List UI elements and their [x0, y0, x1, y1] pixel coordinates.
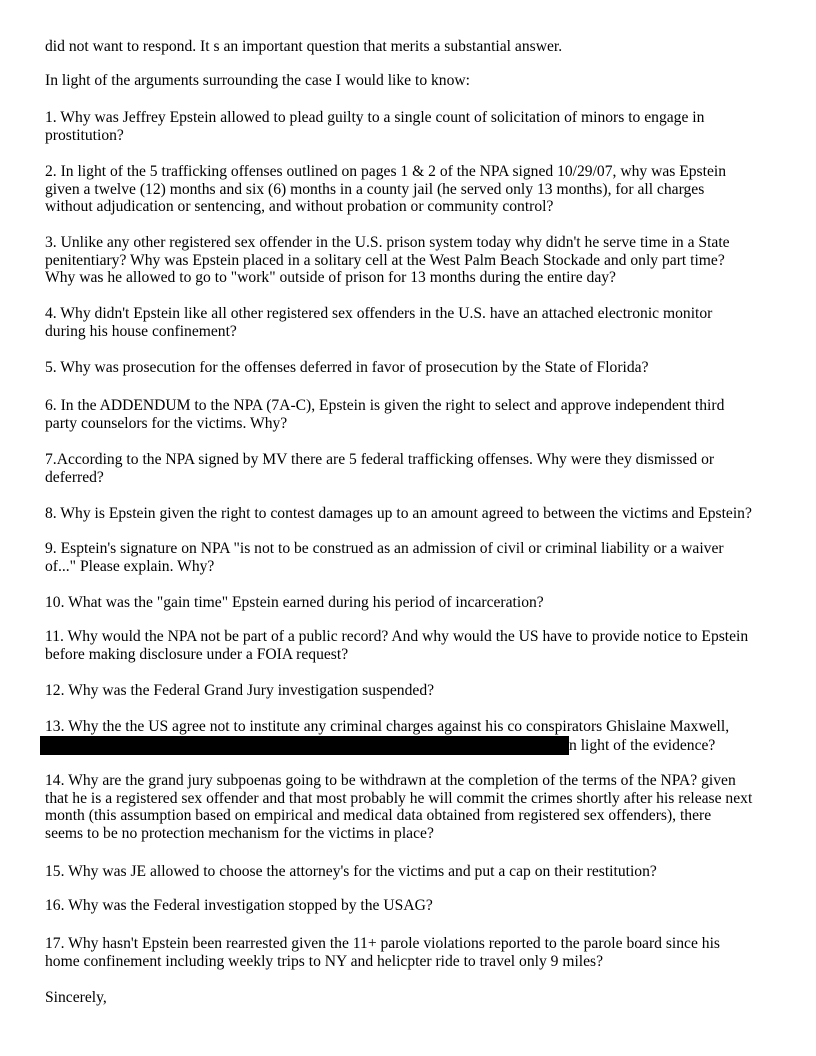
- line: 3. Unlike any other registered sex offender in the U.S. prison system today why didn't he serve time in a State: [45, 234, 730, 251]
- question-8: [45, 505, 752, 523]
- closing: [45, 989, 107, 1007]
- line: 1. Why was Jeffrey Epstein allowed to plead guilty to a single count of solicitation of minors to engage in: [45, 109, 705, 126]
- line: 9. Esptein's signature on NPA "is not to be construed as an admission of civil or criminal liability or a waiver: [45, 540, 724, 557]
- question-4: [45, 305, 712, 340]
- line: without adjudication or sentencing, and without probation or community control?: [45, 198, 554, 216]
- question-6: [45, 397, 724, 432]
- line: 14. Why are the grand jury subpoenas going to be withdrawn at the completion of the terms of the NPA? given: [45, 772, 736, 789]
- question-2: [45, 163, 726, 216]
- question-3: [45, 234, 730, 287]
- line: did not want to respond. It s an important question that merits a substantial answer.: [45, 38, 563, 55]
- line: In light of the arguments surrounding the case I would like to know:: [45, 72, 470, 89]
- line: 17. Why hasn't Epstein been rearrested given the 11+ parole violations reported to the parole board since his: [45, 935, 721, 952]
- line: 6. In the ADDENDUM to the NPA (7A-C), Epstein is given the right to select and approve independent third: [45, 397, 725, 414]
- question-13: [45, 718, 729, 736]
- line: 5. Why was prosecution for the offenses deferred in favor of prosecution by the State of Florida?: [45, 359, 649, 376]
- line: prostitution?: [45, 126, 124, 144]
- lead-in-paragraph: [45, 72, 470, 90]
- question-14: [45, 772, 752, 842]
- question-17: [45, 935, 720, 970]
- question-7: [45, 451, 714, 486]
- line: 12. Why was the Federal Grand Jury investigation suspended?: [45, 682, 435, 699]
- question-10: [45, 594, 544, 612]
- line: home confinement including weekly trips to NY and helicpter ride to travel only 9 miles?: [45, 952, 604, 970]
- question-9: [45, 540, 724, 575]
- question-11: [45, 628, 748, 663]
- line: 16. Why was the Federal investigation stopped by the USAG?: [45, 897, 433, 914]
- line: 7.According to the NPA signed by MV there are 5 federal trafficking offenses. Why were they dismissed or: [45, 451, 715, 468]
- redaction-box: [40, 736, 569, 755]
- question-16: [45, 897, 433, 915]
- line: party counselors for the victims. Why?: [45, 414, 288, 432]
- question-13-continuation: n light of the evidence?: [569, 737, 716, 754]
- line: seems to be no protection mechanism for the victims in place?: [45, 824, 434, 842]
- line: deferred?: [45, 468, 104, 486]
- line: penitentiary? Why was Epstein placed in a solitary cell at the West Palm Beach Stockade and only part time?: [45, 251, 725, 269]
- line: 15. Why was JE allowed to choose the attorney's for the victims and put a cap on their restitution?: [45, 863, 657, 880]
- line: 11. Why would the NPA not be part of a public record? And why would the US have to provide notice to Epstein: [45, 628, 749, 645]
- line: 8. Why is Epstein given the right to contest damages up to an amount agreed to between the victims and Epstein?: [45, 505, 752, 522]
- line: month (this assumption based on empirical and medical data obtained from registered sex offenders), there: [45, 807, 712, 825]
- line: 2. In light of the 5 trafficking offenses outlined on pages 1 & 2 of the NPA signed 10/29/07, why was Epstein: [45, 163, 726, 180]
- line: 4. Why didn't Epstein like all other registered sex offenders in the U.S. have an attached electronic monitor: [45, 305, 713, 322]
- line: that he is a registered sex offender and that most probably he will commit the crimes shortly after his release next: [45, 789, 753, 807]
- line: Why was he allowed to go to "work" outside of prison for 13 months during the entire day?: [45, 269, 616, 287]
- line: of..." Please explain. Why?: [45, 557, 215, 575]
- line: before making disclosure under a FOIA request?: [45, 645, 349, 663]
- intro-paragraph: [45, 38, 562, 56]
- question-1: [45, 109, 704, 144]
- line: during his house confinement?: [45, 322, 237, 340]
- question-12: [45, 682, 434, 700]
- question-15: [45, 863, 657, 881]
- line: given a twelve (12) months and six (6) months in a county jail (he served only 13 months), for all charges: [45, 180, 705, 198]
- line: 13. Why the the US agree not to institute any criminal charges against his co conspirators Ghislaine Maxwell,: [45, 718, 730, 735]
- line: 10. What was the "gain time" Epstein earned during his period of incarceration?: [45, 594, 544, 611]
- line: Sincerely,: [45, 989, 107, 1006]
- question-5: [45, 359, 649, 377]
